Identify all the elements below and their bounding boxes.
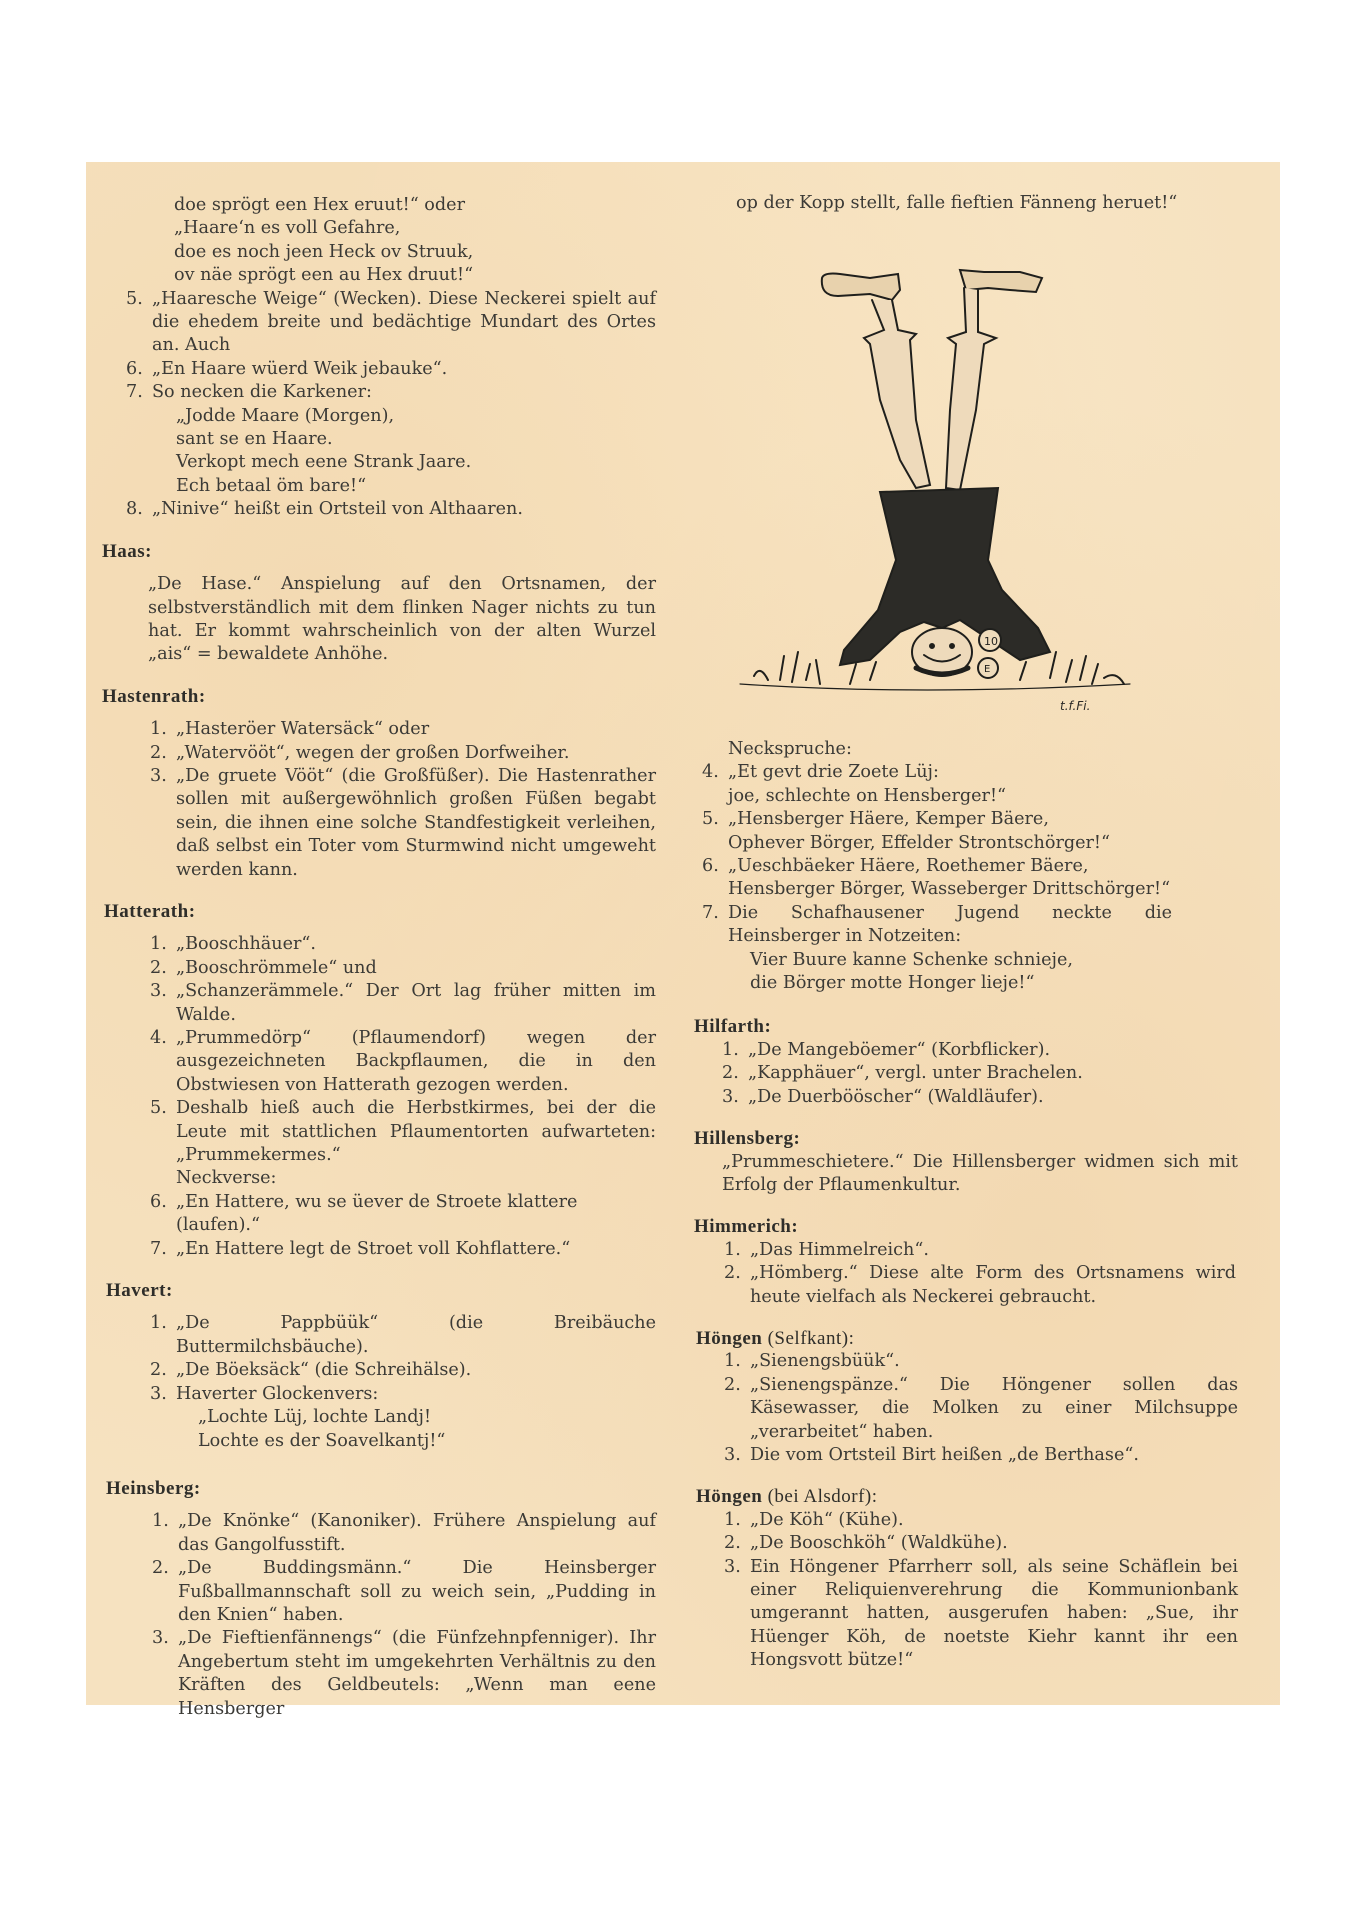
right-leg (946, 288, 996, 490)
item-text: „De Duerbööscher“ (Waldläufer). (748, 1086, 1044, 1107)
list-item (724, 1509, 1238, 1532)
item-number: 2. (724, 1533, 741, 1554)
item-line: „Ueschbäeker Häere, Roethemer Bäere, (728, 856, 1089, 877)
item-text: „Watervööt“, wegen der großen Dorfweiher. (176, 742, 570, 763)
list-item (702, 761, 1258, 808)
item-text: „Booschrömmele“ und (176, 957, 377, 978)
verse-line: „Haare‘n es voll Gefahre, (174, 218, 401, 239)
list-item (126, 381, 656, 404)
list-item (126, 358, 656, 381)
necksprueche-label: Neckspruche: (728, 739, 852, 759)
item-number: 1. (152, 1511, 169, 1532)
item-number: 1. (150, 1313, 167, 1334)
item-text: Die vom Ortsteil Birt heißen „de Berthase“. (750, 1444, 1139, 1465)
verse-line: Lochte es der Soavelkantj!“ (198, 1430, 446, 1451)
list-item (150, 1383, 656, 1406)
item-text: Ein Höngener Pfarrherr soll, als seine Schäflein bei einer Reliquienverehrung die Kommunionbank umgerannt hatten, ausgerufen haben: „Sue, ihr Hüenger Köh, de noetste Kiehr kannt ihr een Hongsvott bütze!“ (750, 1556, 1238, 1671)
item-line: Hensberger Börger, Wasseberger Drittschörger!“ (728, 879, 1171, 900)
heading-place: Höngen (696, 1486, 763, 1508)
list-item (152, 1557, 656, 1627)
heinsberg-list (126, 1510, 656, 1721)
verse-line: ov näe sprögt een au Hex druut!“ (174, 265, 474, 286)
item-number: 2. (150, 957, 167, 978)
right-column-top (736, 192, 1236, 215)
item-number: 2. (724, 1374, 741, 1395)
verse-line: die Börger motte Honger lieje!“ (750, 973, 1035, 994)
item-text: „De Mangeböemer“ (Korbflicker). (748, 1039, 1051, 1060)
item-number: 3. (722, 1086, 739, 1107)
item-text (728, 808, 1258, 855)
list-item (150, 742, 656, 765)
verse-line: Vier Buure kanne Schenke schnieje, (750, 949, 1073, 970)
list-item (150, 980, 656, 1027)
item-number: 2. (150, 742, 167, 763)
item-text: „De Knönke“ (Kanoniker). Frühere Anspielung auf das Gangolfusstift. (178, 1511, 656, 1555)
list-item (724, 1239, 1236, 1262)
list-item (702, 808, 1258, 855)
section-heading-haas: Haas: (102, 540, 152, 562)
section-heading-hatterath: Hatterath: (104, 900, 196, 922)
item-text: „Hasteröer Watersäck“ oder (176, 719, 430, 740)
list-item (702, 855, 1258, 902)
left-leg (864, 300, 930, 488)
item-text: „De Buddingsmänn.“ Die Heinsberger Fußballmannschaft soll zu weich sein, „Pudding in den Knien“ haben. (178, 1558, 656, 1625)
item-number: 8. (126, 499, 143, 520)
section-heading-himmerich: Himmerich: (694, 1216, 799, 1238)
list-item (126, 288, 656, 358)
item-text: „Hömberg.“ Diese alte Form des Ortsnamens wird heute vielfach als Neckerei gebraucht. (750, 1263, 1236, 1307)
list-item (152, 1510, 656, 1557)
item-number: 7. (150, 1238, 167, 1259)
item-number: 2. (724, 1263, 741, 1284)
item-number: 6. (702, 856, 719, 877)
item-text: „En Haare wüerd Weik jebauke“. (152, 358, 448, 379)
item-text (728, 855, 1258, 902)
list-item (724, 1374, 1238, 1444)
section-heading-hillensberg: Hillensberg: (694, 1128, 801, 1150)
hastenrath-list (126, 718, 656, 882)
havert-verse (150, 1406, 656, 1453)
heading-qualifier: (bei Alsdorf): (767, 1486, 878, 1508)
item-text: „En Hattere, wu se üever de Stroete klattere (laufen).“ (176, 1191, 578, 1236)
section-text-haas: „De Hase.“ Anspielung auf den Ortsnamen, der selbstverständlich mit dem flinken Nager nichts zu tun hat. Er kommt wahrscheinlich von der alten Wurzel „ais“ = bewaldete Anhöhe. (148, 574, 656, 665)
section-heading-hoengen-alsdorf (696, 1485, 1258, 1508)
item-number: 6. (126, 358, 143, 379)
item-number: 7. (126, 382, 143, 403)
heading-qualifier: (Selfkant): (767, 1327, 855, 1349)
item-line: „Et gevt drie Zoete Lüj: (728, 762, 939, 783)
himmerich-list (702, 1239, 1258, 1309)
list-item (152, 1627, 656, 1721)
list-item (722, 1039, 1258, 1062)
hoengen-selfkant-list (702, 1350, 1258, 1467)
list-item (722, 1086, 1258, 1109)
item-text: „De Booschköh“ (Waldkühe). (750, 1533, 1008, 1554)
item-number: 3. (150, 765, 167, 786)
item-text: „Sienengspänze.“ Die Höngener sollen das Käsewasser, die Molken zu einer Milchsuppe „verarbeitet“ haben. (750, 1374, 1238, 1442)
list-item (150, 1238, 656, 1261)
item-line: joe, schlechte on Hensberger!“ (728, 785, 1007, 806)
item-text: „Kapphäuer“, vergl. unter Brachelen. (748, 1063, 1083, 1084)
neckverse-label: Neckverse: (176, 1168, 277, 1189)
item-text: „Schanzerämmele.“ Der Ort lag früher mitten im Walde. (176, 981, 656, 1025)
list-item (724, 1532, 1238, 1555)
verse-line: doe es noch jeen Heck ov Struuk, (174, 241, 474, 262)
item-text: „Prummedörp“ (Pflaumendorf) wegen der ausgezeichneten Backpflaumen, die in den Obstwiesen von Hatterath gezogen werden. (176, 1028, 656, 1095)
hilfarth-list (702, 1039, 1258, 1109)
section-text-hillensberg: „Prummeschietere.“ Die Hillensberger widmen sich mit Erfolg der Pflaumenkultur. (722, 1151, 1238, 1195)
right-shoe (960, 270, 1042, 292)
list-item (150, 957, 656, 980)
section-heading-hastenrath: Hastenrath: (102, 685, 206, 707)
section-heading-hilfarth: Hilfarth: (694, 1016, 772, 1038)
left-column (102, 194, 656, 1721)
right-column-body (694, 738, 1258, 1673)
list-item (724, 1350, 1238, 1373)
section-heading-hoengen-selfkant (696, 1327, 1258, 1350)
item-text: „De Fieftienfännengs“ (die Fünfzehnpfenniger). Ihr Angebertum steht im umgekehrten Verhältnis zu den Kräften des Geldbeutels: „Wenn man eene Hensberger (178, 1628, 656, 1719)
item-text: „Booschhäuer“. (176, 934, 317, 955)
item-line: Ophever Börger, Effelder Strontschörger!“ (728, 832, 1111, 853)
item-text: Deshalb hieß auch die Herbstkirmes, bei der die Leute mit stattlichen Pflaumentorten aufwarteten: „Prummekermes.“ (176, 1098, 656, 1166)
list-item (722, 1062, 1258, 1085)
verse-line: „Jodde Maare (Morgen), (176, 405, 395, 426)
item-number: 3. (150, 981, 167, 1002)
item-text: „Ninive“ heißt ein Ortsteil von Althaaren. (152, 499, 523, 520)
list-item (150, 1359, 656, 1382)
list-item (150, 1191, 656, 1238)
hatterath-list (126, 933, 656, 1261)
item-text: „Sienengsbüük“. (750, 1351, 900, 1372)
item-text: „De Köh“ (Kühe). (750, 1509, 904, 1530)
item-number: 1. (150, 719, 167, 740)
item-text: „De Böeksäck“ (die Schreihälse). (176, 1360, 472, 1381)
item-number: 2. (722, 1063, 739, 1084)
item-line: „Hensberger Häere, Kemper Bäere, (728, 809, 1049, 830)
item-number: 2. (150, 1360, 167, 1381)
list-item (724, 1262, 1236, 1309)
havert-list (126, 1312, 656, 1452)
item-number: 7. (702, 902, 719, 923)
item-number: 6. (150, 1191, 167, 1212)
item-number: 1. (724, 1351, 741, 1372)
item-number: 1. (722, 1039, 739, 1060)
item-number: 1. (150, 934, 167, 955)
list-item (150, 1312, 656, 1359)
list-item (150, 765, 656, 882)
item-number: 3. (150, 1383, 167, 1404)
item-number: 5. (126, 288, 143, 309)
item-number: 4. (702, 762, 719, 783)
item-number: 3. (724, 1444, 741, 1465)
continuation-text: op der Kopp stellt, falle fieftien Fänneng heruet!“ (736, 193, 1178, 213)
headstand-illustration (720, 260, 1200, 720)
hoengen-alsdorf-list (702, 1509, 1258, 1673)
list-item (150, 718, 656, 741)
karkener-verse (126, 405, 656, 499)
item-text: „De gruete Vööt“ (die Großfüßer). Die Hastenrather sollen mit außergewöhnlich großen Füßen begabt sein, die ihnen eine solche Standfestigkeit verleihen, daß selbst ein Toter vom Sturmwind nicht umgeweht werden kann. (176, 765, 656, 880)
item-line: Die Schafhausener Jugend neckte die Heinsberger in Notzeiten: (728, 902, 1172, 947)
verse-line: Verkopt mech eene Strank Jaare. (176, 452, 472, 473)
item-text (728, 902, 1258, 949)
item-text: „De Pappbüük“ (die Breibäuche Buttermilchsbäuche). (176, 1313, 656, 1357)
item-number: 3. (724, 1556, 741, 1577)
coin-label: 10 (984, 635, 998, 648)
verse-line: „Lochte Lüj, lochte Landj! (198, 1407, 432, 1428)
item-text: „Das Himmelreich“. (750, 1239, 929, 1260)
item-number: 5. (150, 1098, 167, 1119)
verse-line: doe sprögt een Hex eruut!“ oder (174, 195, 465, 215)
verse-line: Ech betaal öm bare!“ (176, 475, 367, 496)
coin-label: E (984, 664, 991, 675)
item-number: 3. (152, 1628, 169, 1649)
item-text: „En Hattere legt de Stroet voll Kohflattere.“ (176, 1238, 571, 1259)
heading-place: Höngen (696, 1327, 763, 1349)
list-item (724, 1556, 1238, 1673)
item-number: 2. (152, 1558, 169, 1579)
item-number: 4. (150, 1028, 167, 1048)
list-item (126, 498, 656, 521)
list-item (150, 933, 656, 956)
list-item (150, 1097, 656, 1167)
intro-verse (126, 194, 656, 288)
list-item (150, 1027, 656, 1097)
artist-signature: t.f.Fi. (1060, 699, 1091, 713)
list-item (724, 1444, 1238, 1467)
item-text (728, 761, 1258, 808)
item-number: 1. (724, 1509, 741, 1530)
section-heading-heinsberg: Heinsberg: (106, 1477, 201, 1499)
schafhausen-verse (702, 949, 1258, 996)
item-number: 5. (702, 809, 719, 830)
section-heading-havert: Havert: (106, 1280, 173, 1302)
left-shoe (822, 274, 900, 301)
item-text: Haverter Glockenvers: (176, 1383, 379, 1404)
item-number: 1. (724, 1239, 741, 1260)
item-text: „Haaresche Weige“ (Wecken). Diese Neckerei spielt auf die ehedem breite und bedächtige Mundart des Ortes an. Auch (152, 288, 656, 356)
list-item (702, 902, 1258, 949)
item-text: So necken die Karkener: (152, 382, 372, 403)
verse-line: sant se en Haare. (176, 429, 333, 450)
